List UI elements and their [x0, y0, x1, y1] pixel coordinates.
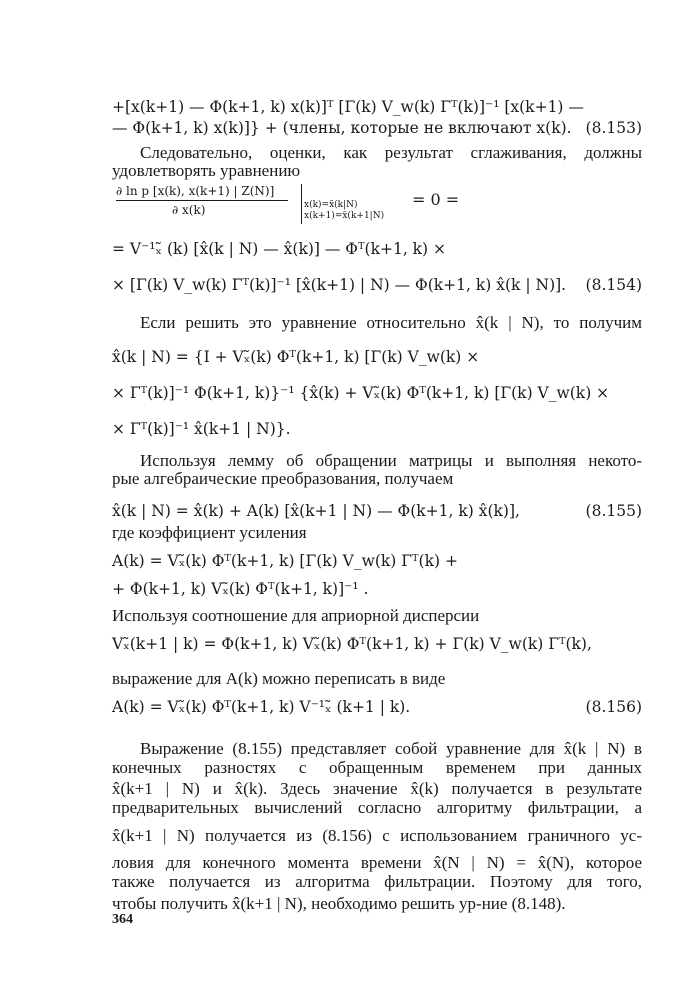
- evaluation-condition-2: x(k+1)=x̃(k+1|N): [304, 211, 385, 221]
- paragraph-line-16: чтобы получить x̂(k+1 | N), необходимо решить ур-ние (8.148).: [112, 894, 566, 913]
- derivative-numerator: ∂ ln p [x(k), x(k+1) | Z(N)]: [116, 184, 288, 201]
- paragraph-line-2: удовлетворять уравнению: [112, 161, 301, 180]
- evaluation-bar: [301, 184, 302, 224]
- equation-number-8-155: (8.155): [585, 502, 642, 520]
- equation-number-8-154: (8.154): [585, 276, 642, 294]
- equation-line-7: × Γᵀ(k)]⁻¹ x̂(k+1 | N)}.: [112, 420, 291, 438]
- paragraph-line-15: также получается из алгоритма фильтрации. Поэтому для того,: [112, 872, 642, 891]
- partial-derivative-equation: [112, 184, 642, 224]
- equation-line-8: x̂(k | N) = x̂(k) + A(k) [x̂(k+1 | N) — Φ(k+1, k) x̂(k)], (8.155): [112, 502, 642, 520]
- equation-line-2: — Φ(k+1, k) x(k)]} + (члены, которые не включают x(k). (8.153): [112, 119, 642, 137]
- paragraph-line-1: Следовательно, оценки, как результат сглаживания, должны: [140, 143, 642, 162]
- paragraph-line-9: Выражение (8.155) представляет собой уравнение для x̂(k | N) в: [140, 739, 642, 758]
- page-number: 364: [112, 912, 133, 927]
- paragraph-line-4: Используя лемму об обращении матрицы и выполняя некото-: [140, 451, 642, 470]
- paragraph-line-12: предварительных вычислений согласно алгоритму фильтрации, а: [112, 798, 642, 817]
- equation-line-11: Vₓ̃(k+1 | k) = Φ(k+1, k) Vₓ̃(k) Φᵀ(k+1, k) + Γ(k) V_w(k) Γᵀ(k),: [112, 635, 592, 653]
- equation-number-8-153: (8.153): [585, 119, 642, 137]
- paragraph-line-6: где коэффициент усиления: [112, 523, 307, 542]
- paragraph-line-3: Если решить это уравнение относительно x̂(k | N), то получим: [140, 313, 642, 332]
- equation-line-3: = V⁻¹ₓ̃ (k) [x̂(k | N) — x̂(k)] — Φᵀ(k+1, k) ×: [112, 240, 447, 258]
- equation-line-6: × Γᵀ(k)]⁻¹ Φ(k+1, k)}⁻¹ {x̂(k) + Vₓ̃(k) Φᵀ(k+1, k) [Γ(k) V_w(k) ×: [112, 384, 610, 402]
- paragraph-line-13: x̂(k+1 | N) получается из (8.156) с использованием граничного ус-: [112, 826, 642, 845]
- paragraph-line-5: рые алгебраические преобразования, получаем: [112, 469, 454, 488]
- derivative-equals: = 0 =: [412, 190, 460, 209]
- equation-line-9: A(k) = Vₓ̃(k) Φᵀ(k+1, k) [Γ(k) V_w(k) Γᵀ(k) +: [112, 552, 458, 570]
- evaluation-condition-1: x(k)=x̃(k|N): [304, 200, 358, 210]
- paragraph-line-10: конечных разностях с обращенным временем при данных: [112, 758, 642, 777]
- paragraph-line-7: Используя соотношение для априорной дисперсии: [112, 606, 480, 625]
- equation-line-4: × [Γ(k) V_w(k) Γᵀ(k)]⁻¹ [x̂(k+1) | N) — Φ(k+1, k) x̂(k | N)]. (8.154): [112, 276, 642, 294]
- equation-line-10: + Φ(k+1, k) Vₓ̃(k) Φᵀ(k+1, k)]⁻¹ .: [112, 580, 369, 598]
- equation-line-5: x̂(k | N) = {I + Vₓ̃(k) Φᵀ(k+1, k) [Γ(k) V_w(k) ×: [112, 348, 480, 366]
- paragraph-line-11: x̂(k+1 | N) и x̂(k). Здесь значение x̂(k) получается в результате: [112, 779, 642, 798]
- equation-line-12: A(k) = Vₓ̃(k) Φᵀ(k+1, k) V⁻¹ₓ̃ (k+1 | k). (8.156): [112, 698, 642, 716]
- paragraph-line-14: ловия для конечного момента времени x̂(N | N) = x̂(N), которое: [112, 853, 642, 872]
- paragraph-line-8: выражение для A(k) можно переписать в виде: [112, 669, 446, 688]
- equation-line-1: +[x(k+1) — Φ(k+1, k) x(k)]ᵀ [Γ(k) V_w(k) Γᵀ(k)]⁻¹ [x(k+1) —: [112, 98, 584, 116]
- derivative-denominator: ∂ x(k): [172, 203, 206, 217]
- equation-number-8-156: (8.156): [585, 698, 642, 716]
